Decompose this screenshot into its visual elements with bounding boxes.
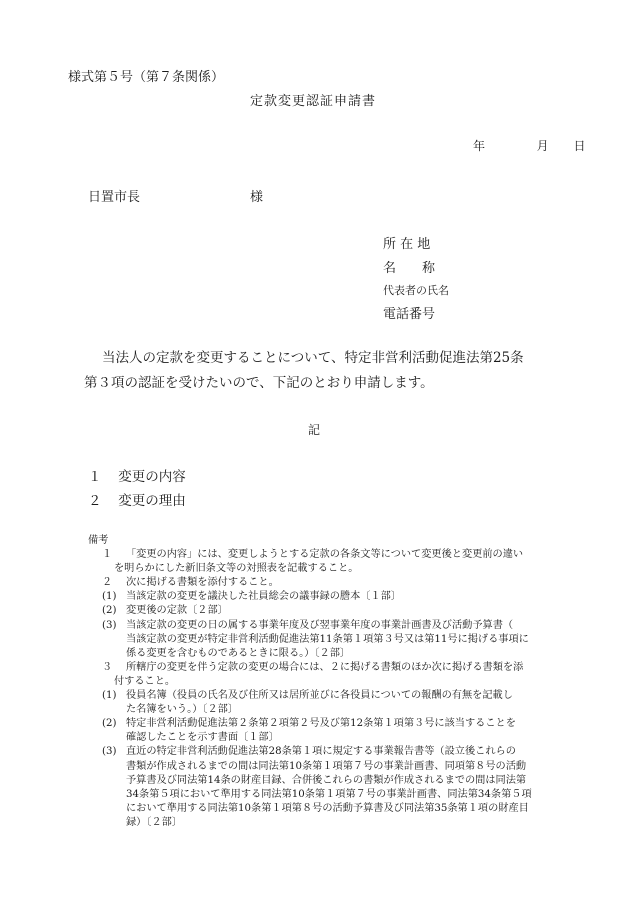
note-2-sub-1 bbox=[88, 590, 562, 604]
sub-text: 変更後の定款〔２部〕 bbox=[126, 605, 228, 617]
sub-text-continued: において準用する同法第10条第１項第８号の活動予算書及び同法第35条第１項の財産目 bbox=[126, 802, 529, 814]
note-text-continued: 付すること。 bbox=[114, 675, 176, 687]
date-year: 年 bbox=[473, 139, 486, 153]
note-3 bbox=[88, 661, 562, 675]
sub-text-continued: 確認したことを示す書面〔１部〕 bbox=[126, 732, 279, 744]
note-text: 次に掲げる書類を添付すること。 bbox=[126, 577, 279, 589]
note-1 bbox=[88, 548, 562, 562]
notes-heading: 備考 bbox=[88, 535, 109, 546]
note-text-continued: を明らかにした新旧条文等の対照表を記載すること。 bbox=[114, 563, 359, 575]
notes-section bbox=[88, 534, 562, 830]
note-2-sub-2 bbox=[88, 604, 562, 618]
item-change-reason bbox=[88, 489, 186, 509]
sub-text: 直近の特定非営利活動促進法第28条第１項に規定する事業報告書等（設立後これらの bbox=[126, 746, 516, 758]
note-text: 所轄庁の変更を伴う定款の変更の場合には、２に掲げる書類のほか次に掲げる書類を添 bbox=[126, 661, 524, 673]
date-line bbox=[473, 137, 586, 154]
sub-mark: (1) bbox=[102, 591, 117, 603]
item-number: １ bbox=[88, 469, 102, 485]
application-statement bbox=[84, 346, 558, 396]
date-month: 月 bbox=[536, 139, 549, 153]
sub-text: 特定非営利活動促進法第２条第２項第２号及び第12条第１項第３号に該当することを bbox=[126, 718, 516, 730]
item-label: 変更の理由 bbox=[118, 493, 186, 509]
sub-text: 当該定款の変更の日の属する事業年度及び翌事業年度の事業計画書及び活動予算書（ bbox=[126, 619, 514, 631]
sub-text-continued: 予算書及び同法第14条の財産目録、合併後これらの書類が作成されるまでの間は同法第 bbox=[126, 774, 527, 786]
item-label: 変更の内容 bbox=[118, 469, 186, 485]
sub-text-continued: 録）〔２部〕 bbox=[126, 816, 183, 828]
note-mark: ３ bbox=[102, 661, 113, 673]
ki-marker: 記 bbox=[308, 423, 321, 437]
item-change-content bbox=[88, 465, 186, 485]
statement-line-2: 第３項の認証を受けたいので、下記のとおり申請します。 bbox=[84, 375, 434, 391]
sub-text-continued: 係る変更を含むものであるときに限る。）〔２部〕 bbox=[126, 647, 351, 659]
sub-text: 役員名簿（役員の氏名及び住所又は居所並びに各役員についての報酬の有無を記載し bbox=[126, 690, 513, 702]
statement-line-1: 当法人の定款を変更することについて、特定非営利活動促進法第25条 bbox=[102, 350, 524, 366]
applicant-representative-label: 代表者の氏名 bbox=[383, 284, 449, 297]
sub-mark: (2) bbox=[102, 605, 117, 617]
item-number: ２ bbox=[88, 493, 102, 509]
sub-mark: (1) bbox=[102, 690, 117, 702]
note-3-sub-2 bbox=[88, 717, 562, 731]
sub-mark: (3) bbox=[102, 746, 117, 758]
note-3-sub-1 bbox=[88, 689, 562, 703]
sub-text: 当該定款の変更を議決した社員総会の議事録の謄本〔１部〕 bbox=[126, 591, 402, 603]
date-day: 日 bbox=[573, 139, 586, 153]
sub-text-continued: た名簿をいう。）〔２部〕 bbox=[126, 704, 239, 716]
sub-text-continued: 当該定款の変更が特定非営利活動促進法第11条第１項第３号又は第11号に掲げる事項に bbox=[126, 633, 529, 645]
applicant-phone-label: 電話番号 bbox=[383, 307, 436, 322]
sub-mark: (3) bbox=[102, 619, 117, 631]
addressee-name: 日置市長 bbox=[88, 190, 141, 205]
addressee bbox=[88, 186, 264, 205]
form-number: 様式第５号（第７条関係） bbox=[68, 70, 225, 85]
note-text: 「変更の内容」には、変更しようとする定款の各条文等について変更後と変更前の違い bbox=[126, 549, 524, 561]
document-title: 定款変更認証申請書 bbox=[250, 94, 377, 109]
sub-text-continued: 書類が作成されるまでの間は同法第10条第１項第７号の事業計画書、同項第８号の活動 bbox=[126, 760, 527, 772]
applicant-name-label: 名 称 bbox=[383, 261, 436, 276]
note-2 bbox=[88, 576, 562, 590]
sub-text-continued: 34条第５項において準用する同法第10条第１項第７号の事業計画書、同法第34条第５項 bbox=[126, 788, 532, 800]
note-mark: １ bbox=[102, 549, 113, 561]
note-mark: ２ bbox=[102, 577, 113, 589]
sub-mark: (2) bbox=[102, 718, 117, 730]
note-3-sub-3 bbox=[88, 745, 562, 759]
addressee-honorific: 様 bbox=[250, 190, 264, 205]
applicant-address-label: 所 在 地 bbox=[383, 237, 431, 252]
note-2-sub-3 bbox=[88, 619, 562, 633]
